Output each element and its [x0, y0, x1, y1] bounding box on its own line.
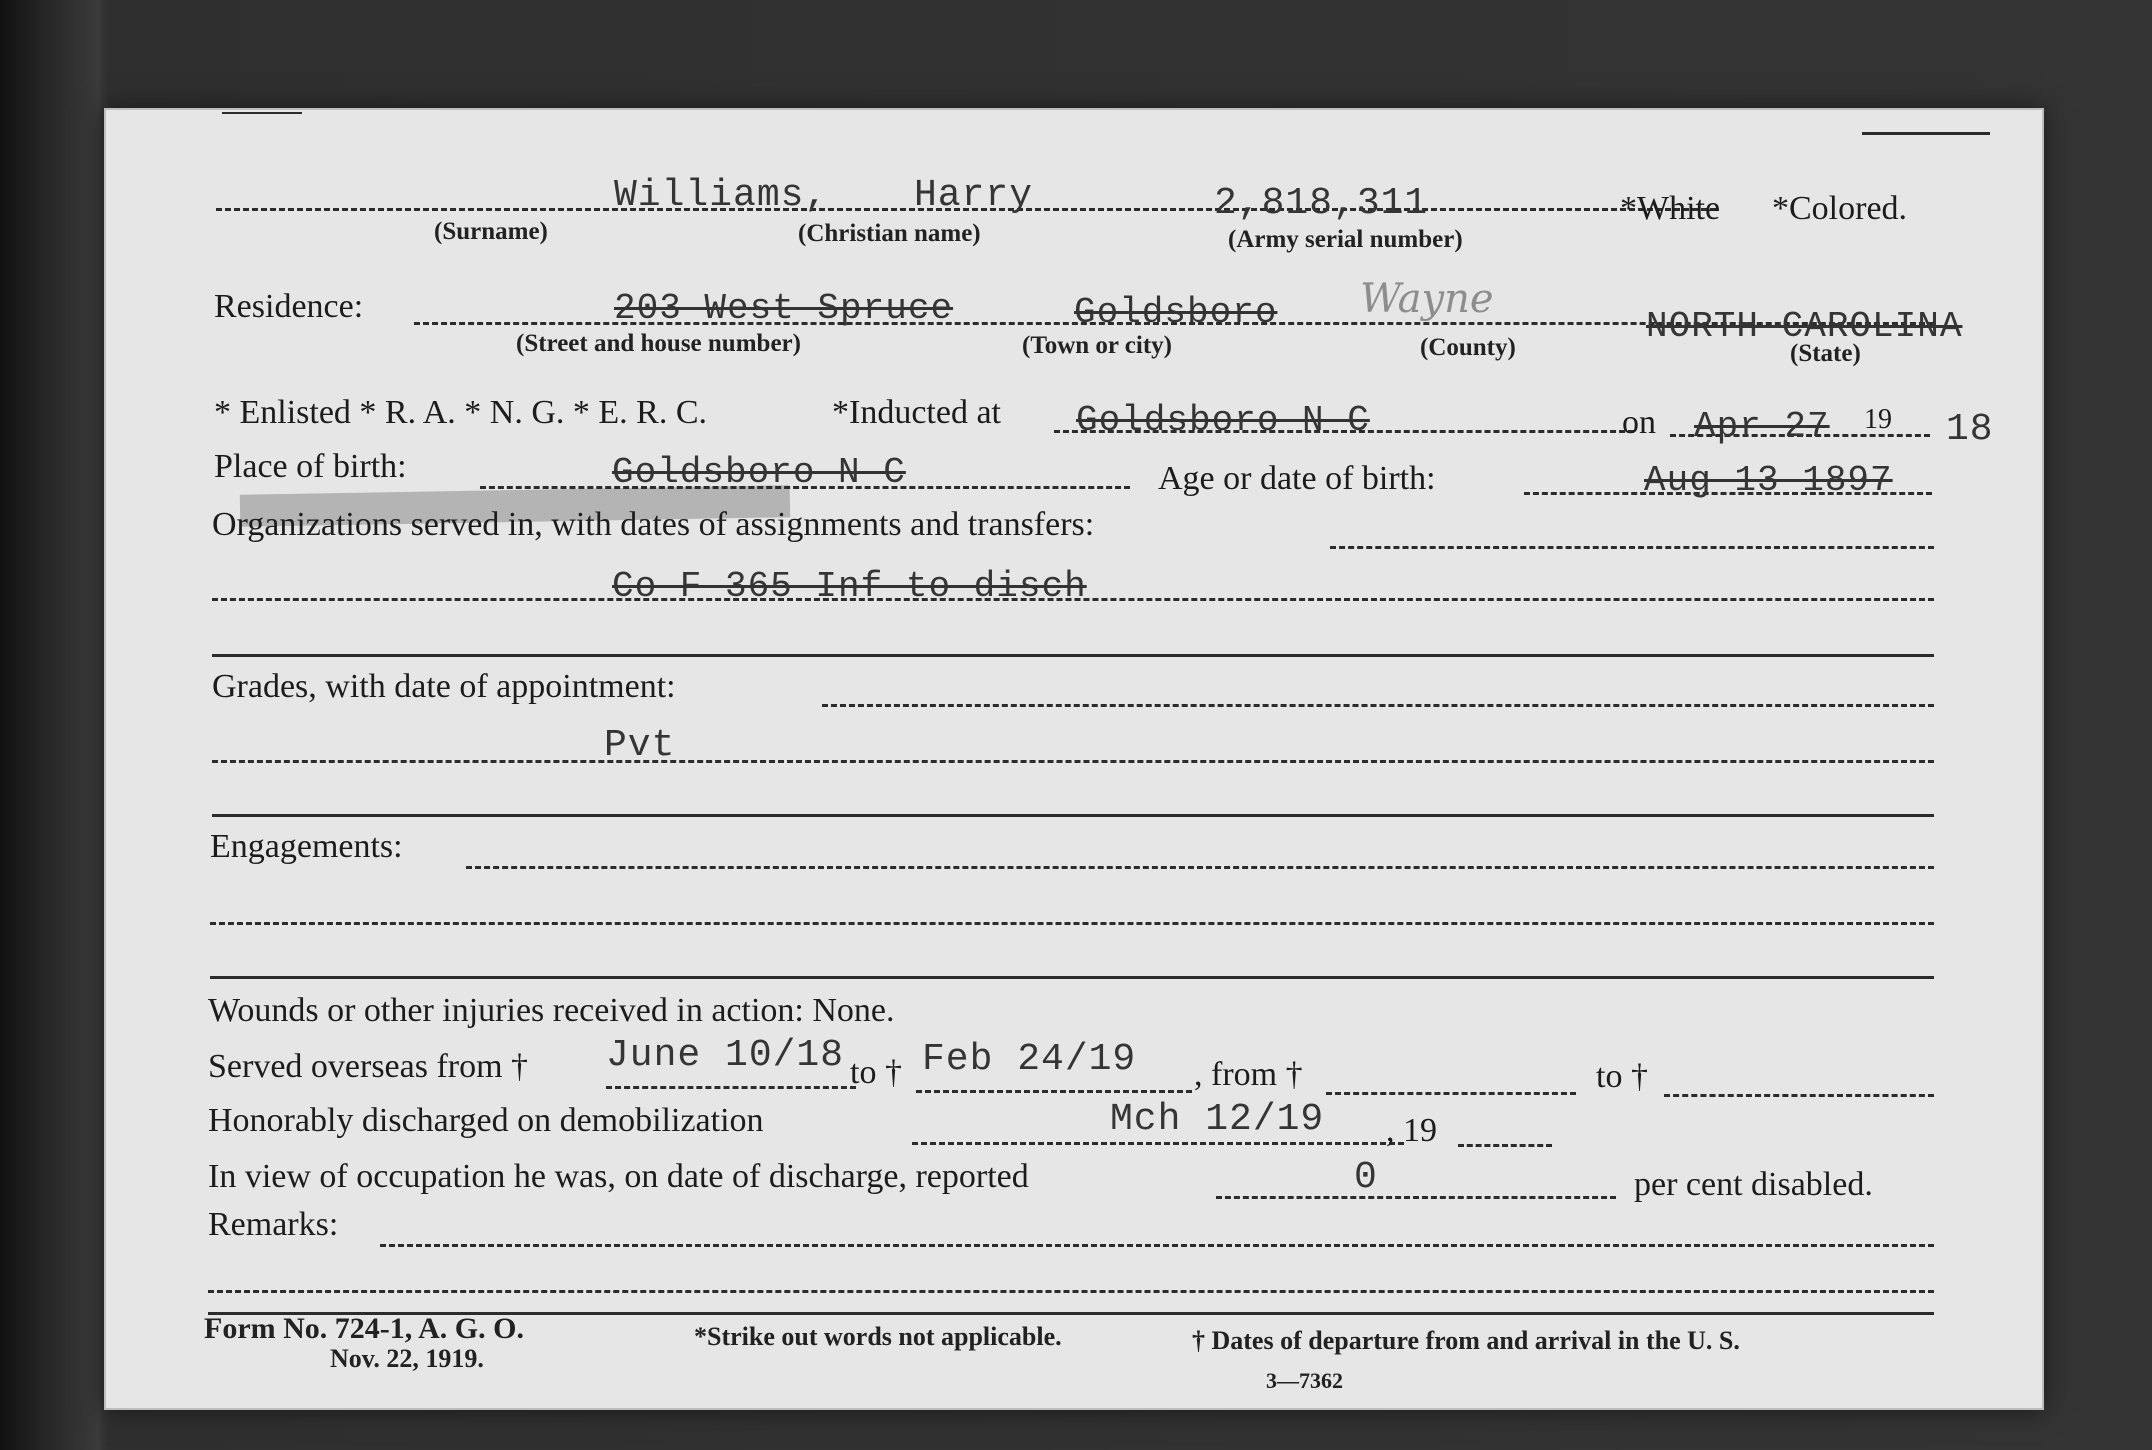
residence-town-value: Goldsboro: [1074, 292, 1278, 333]
engagements-line-3: [210, 976, 1934, 979]
grades-line-2: [212, 760, 1934, 763]
colored-label: *Colored.: [1772, 190, 1908, 227]
year-suffix-value: 18: [1946, 408, 1994, 451]
strike-note: *Strike out words not applicable.: [694, 1322, 1062, 1351]
on-label: on: [1622, 404, 1656, 441]
overseas-to2-label: to †: [1596, 1058, 1648, 1095]
discharge-line: [912, 1142, 1404, 1145]
engagements-line-1: [466, 866, 1934, 869]
surname-caption: (Surname): [434, 218, 548, 245]
organizations-label: Organizations served in, with dates of assignments and transfers:: [212, 506, 1095, 543]
disability-value: 0: [1354, 1156, 1378, 1199]
organizations-line-3: [212, 654, 1934, 657]
form-number: Form No. 724-1, A. G. O.: [204, 1312, 524, 1345]
grades-label: Grades, with date of appointment:: [212, 668, 676, 705]
scan-background-edge: [0, 0, 100, 1450]
year-prefix: 19: [1864, 404, 1892, 435]
discharge-year-label: , 19: [1386, 1112, 1437, 1149]
age-label: Age or date of birth:: [1158, 460, 1436, 497]
inducted-label: *Inducted at: [832, 394, 1001, 431]
state-caption: (State): [1790, 340, 1861, 367]
dates-note: † Dates of departure from and arrival in the U. S.: [1192, 1326, 1740, 1355]
discharge-label: Honorably discharged on demobilization: [208, 1102, 764, 1139]
disability-line: [1216, 1196, 1616, 1199]
residence-state-value: NORTH CAROLINA: [1646, 306, 1963, 347]
overseas-to-value: Feb 24/19: [922, 1038, 1137, 1081]
serial-number-caption: (Army serial number): [1228, 226, 1463, 253]
residence-county-value: Wayne: [1360, 276, 1494, 322]
remarks-line-2: [208, 1290, 1934, 1293]
inducted-place-value: Goldsboro N C: [1076, 400, 1370, 441]
residence-label: Residence:: [214, 288, 364, 325]
remarks-line-1: [380, 1244, 1934, 1247]
overseas-to-label: to †: [850, 1054, 902, 1091]
disability-label: In view of occupation he was, on date of discharge, reported: [208, 1158, 1029, 1195]
grades-line-3: [212, 814, 1934, 817]
service-record-card: [104, 108, 2044, 1410]
street-caption: (Street and house number): [516, 330, 801, 357]
county-caption: (County): [1420, 334, 1516, 361]
wounds-label: Wounds or other injuries received in action: None.: [208, 992, 895, 1029]
overseas-from2-line: [1326, 1092, 1576, 1095]
engagements-label: Engagements:: [210, 828, 403, 865]
overseas-label: Served overseas from †: [208, 1048, 529, 1085]
remarks-label: Remarks:: [208, 1206, 339, 1243]
surname-value: Williams,: [614, 174, 829, 217]
overseas-from2-label: , from †: [1194, 1056, 1303, 1093]
residence-street-value: 203 West Spruce: [614, 288, 954, 329]
christian-name-caption: (Christian name): [798, 220, 981, 247]
grades-line-1: [822, 704, 1934, 707]
enlisted-label: * Enlisted * R. A. * N. G. * E. R. C.: [214, 394, 708, 431]
overseas-to-line: [916, 1090, 1192, 1093]
print-code: 3—7362: [1266, 1368, 1343, 1393]
serial-number-value: 2,818,311: [1214, 182, 1429, 225]
organizations-line-1: [1330, 546, 1934, 549]
town-caption: (Town or city): [1022, 332, 1172, 359]
card-number-underline: [1862, 132, 1990, 135]
white-label: *White: [1620, 190, 1721, 227]
grades-value: Pvt: [604, 724, 676, 767]
overseas-to2-line: [1664, 1094, 1934, 1097]
place-of-birth-label: Place of birth:: [214, 448, 407, 485]
overseas-from-value: June 10/18: [606, 1034, 845, 1077]
form-date: Nov. 22, 1919.: [330, 1344, 484, 1373]
age-value: Aug 13 1897: [1644, 460, 1893, 501]
discharge-value: Mch 12/19: [1110, 1098, 1325, 1141]
disability-suffix: per cent disabled.: [1634, 1166, 1873, 1203]
engagements-line-2: [210, 922, 1934, 925]
top-corner-mark: [222, 112, 302, 114]
christian-name-value: Harry: [914, 174, 1034, 217]
place-of-birth-value: Goldsboro N C: [612, 452, 906, 493]
inducted-date-value: Apr 27: [1694, 406, 1830, 447]
overseas-from-line: [606, 1086, 856, 1089]
organizations-value: Co F 365 Inf to disch: [612, 566, 1087, 607]
discharge-year-line: [1458, 1144, 1552, 1147]
